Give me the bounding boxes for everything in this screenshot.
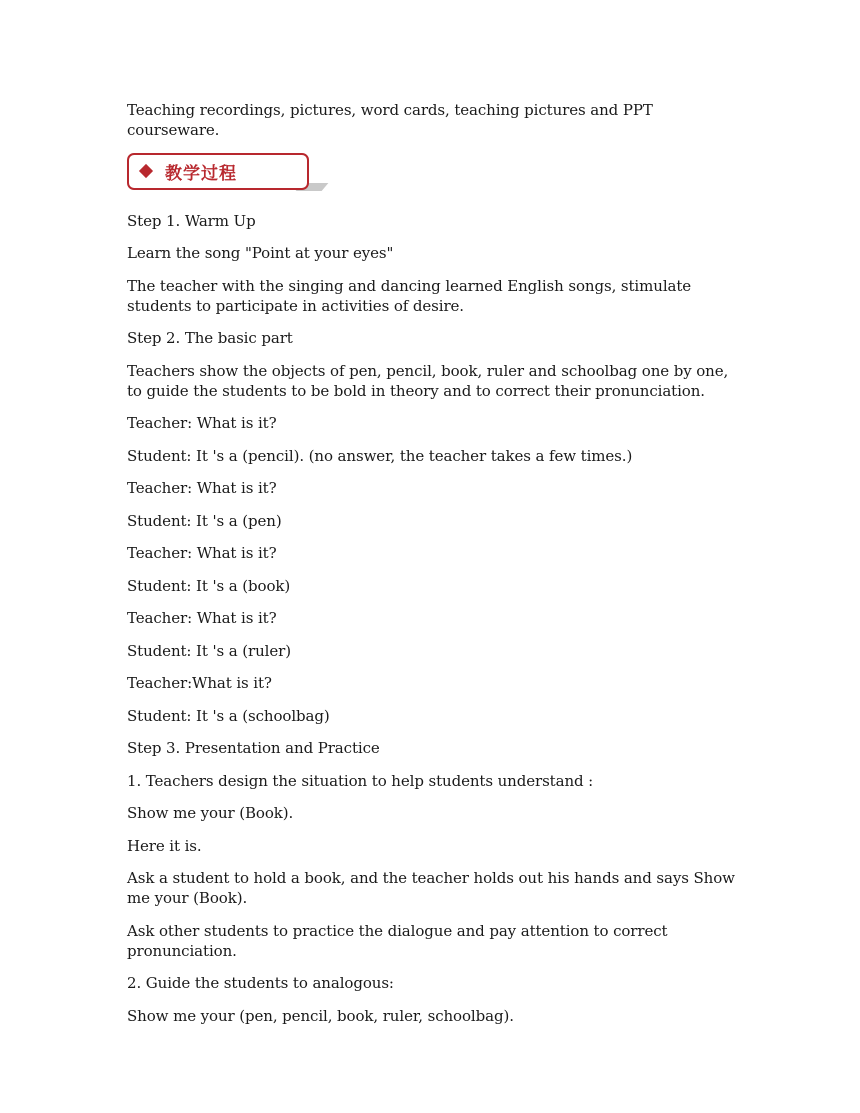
paragraph: Learn the song "Point at your eyes" bbox=[127, 244, 394, 262]
dialogue-line: Student: It 's a (book) bbox=[127, 576, 291, 595]
dialogue-line: Teacher: What is it? bbox=[127, 479, 277, 497]
diamond-icon bbox=[139, 164, 153, 178]
paragraph: Show me your (pen, pencil, book, ruler, schoolbag). bbox=[127, 1006, 514, 1025]
paragraph: Ask a student to hold a book, and the teacher holds out his hands and says Show me your (Book). bbox=[127, 869, 735, 907]
dialogue-line: Teacher:What is it? bbox=[127, 674, 272, 692]
banner-box bbox=[127, 153, 309, 190]
paragraph: Ask other students to practice the dialogue and pay attention to correct pronunciation. bbox=[127, 921, 668, 960]
document-page bbox=[127, 100, 737, 1038]
paragraph-step-2: Step 2. The basic part bbox=[127, 329, 293, 347]
dialogue-line: Student: It 's a (ruler) bbox=[127, 641, 291, 660]
numbered-item: 1. Teachers design the situation to help students understand : bbox=[127, 771, 594, 790]
dialogue-line: Student: It 's a (pen) bbox=[127, 511, 282, 530]
dialogue-line: Teacher: What is it? bbox=[127, 544, 277, 562]
paragraph: The teacher with the singing and dancing learned English songs, stimulate students to participate in activities of desire. bbox=[127, 276, 692, 315]
paragraph: Show me your (Book). bbox=[127, 804, 294, 822]
section-heading: 教学过程 bbox=[165, 163, 237, 184]
numbered-item: 2. Guide the students to analogous: bbox=[127, 974, 394, 992]
paragraph: Teachers show the objects of pen, pencil, book, ruler and schoolbag one by one, to guide the students to be bold in theory and to correct their pronunciation. bbox=[127, 361, 729, 400]
section-banner bbox=[127, 153, 327, 195]
dialogue-line: Teacher: What is it? bbox=[127, 414, 277, 432]
paragraph: Here it is. bbox=[127, 836, 202, 855]
dialogue-line: Student: It 's a (pencil). (no answer, the teacher takes a few times.) bbox=[127, 446, 633, 465]
paragraph-step-1: Step 1. Warm Up bbox=[127, 211, 256, 230]
paragraph-step-3: Step 3. Presentation and Practice bbox=[127, 739, 380, 757]
dialogue-line: Student: It 's a (schoolbag) bbox=[127, 706, 330, 725]
dialogue-line: Teacher: What is it? bbox=[127, 609, 277, 627]
intro-paragraph: Teaching recordings, pictures, word cards, teaching pictures and PPT courseware. bbox=[127, 101, 653, 139]
